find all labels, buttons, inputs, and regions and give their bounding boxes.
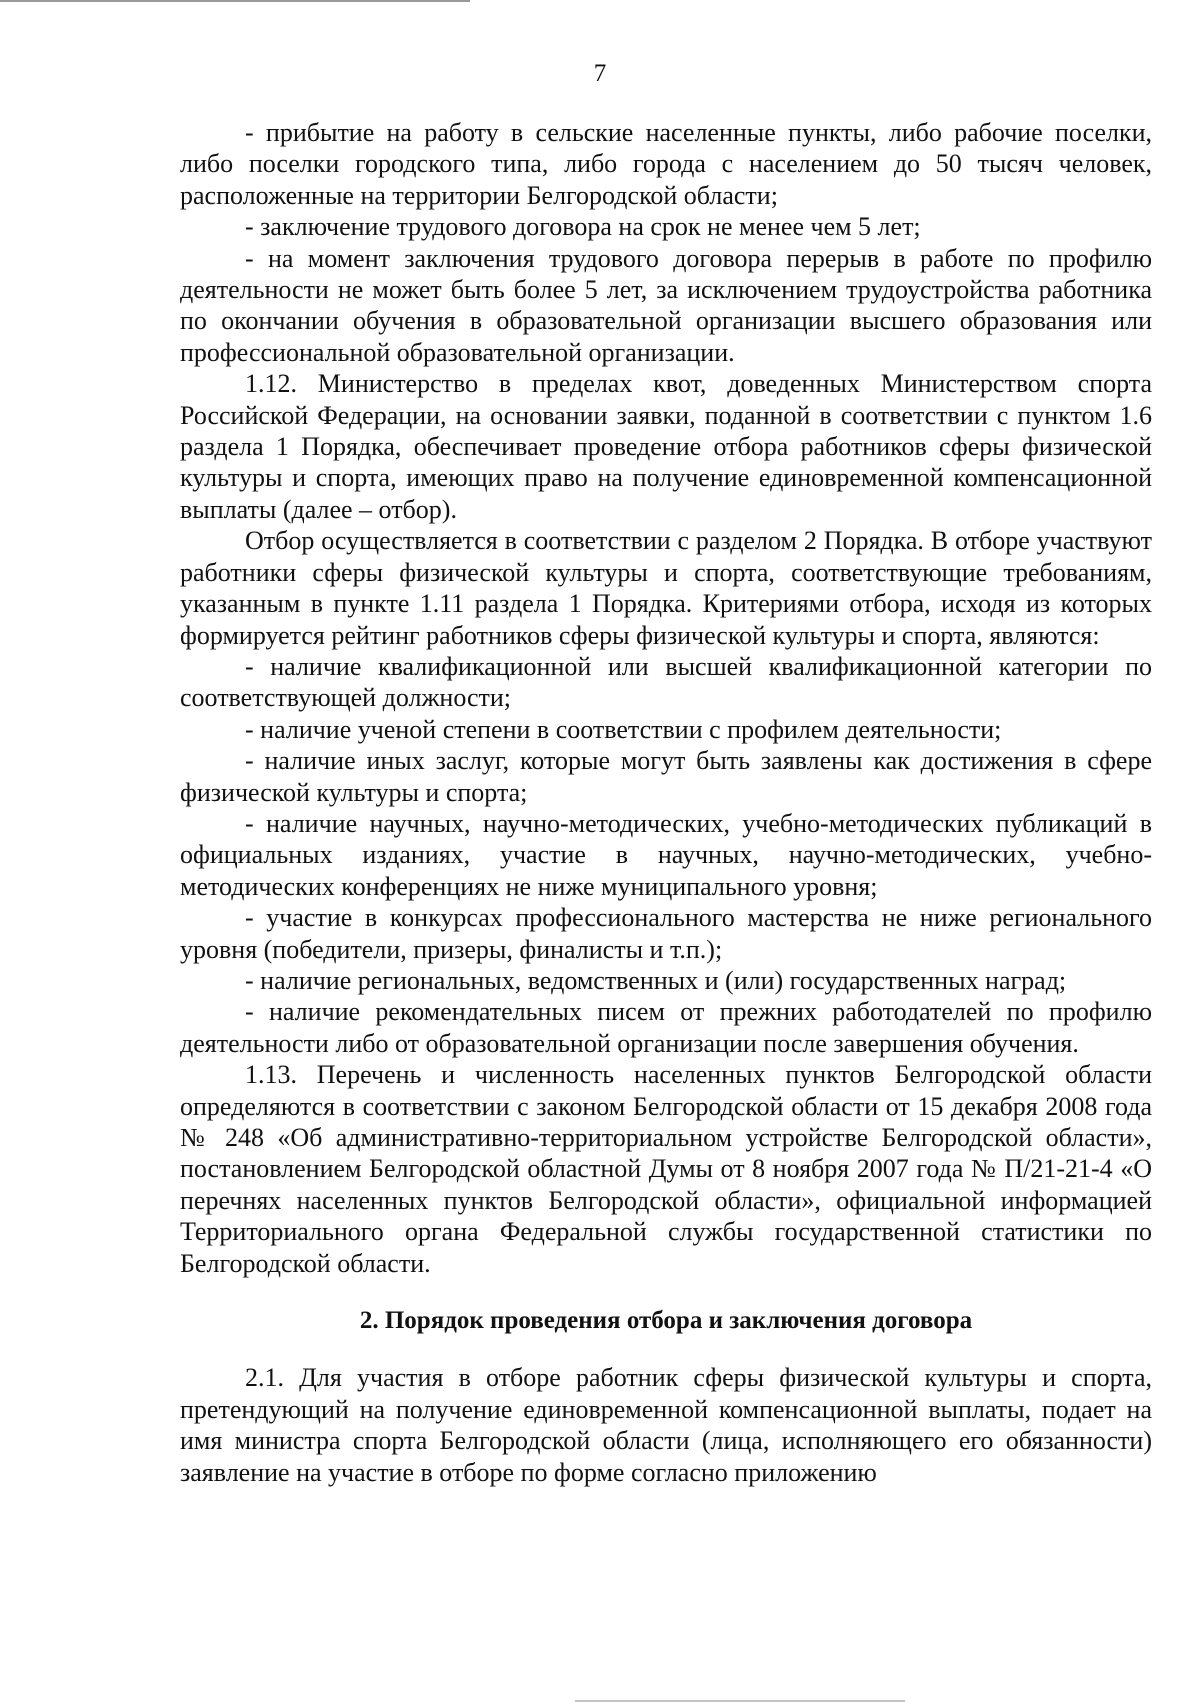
paragraph-criterion-contests: - участие в конкурсах профессионального мастерства не ниже регионального уровня (победители, призеры, финалисты и т.п.); [180, 903, 1152, 964]
section-2-heading: 2. Порядок проведения отбора и заключения договора [359, 1307, 973, 1335]
scan-edge-line [0, 0, 470, 2]
paragraph-1-12: 1.12. Министерство в пределах квот, доведенных Министерством спорта Российской Федерации, на основании заявки, поданной в соответствии с пунктом 1.6 раздела 1 Порядка, обеспечивает проведение отбора работников сферы физической культуры и спорта, имеющих право на получение единовременной компенсационной выплаты (далее – отбор). [180, 369, 1152, 524]
scan-edge-line-bottom [575, 1700, 905, 1702]
paragraph-requirement-contract: - заключение трудового договора на срок не менее чем 5 лет; [245, 212, 921, 242]
paragraph-1-13: 1.13. Перечень и численность населенных пунктов Белгородской области определяются в соответствии с законом Белгородской области от 15 декабря 2008 года № 248 «Об административно-территориальном устройстве Белгородской области», постановлением Белгородской областной Думы от 8 ноября 2007 года № П/21-21-4 «О перечнях населенных пунктов Белгородской области», официальной информацией Территориального органа Федеральной службы государственной статистики по Белгородской области. [180, 1060, 1152, 1278]
paragraph-criterion-degree: - наличие ученой степени в соответствии с профилем деятельности; [245, 714, 1002, 744]
paragraph-criterion-category: - наличие квалификационной или высшей квалификационной категории по соответствующей должности; [180, 651, 1152, 713]
paragraph-criterion-merits: - наличие иных заслуг, которые могут быть заявлены как достижения в сфере физической культуры и спорта; [180, 746, 1152, 807]
paragraph-requirement-arrival: - прибытие на работу в сельские населенные пункты, либо рабочие поселки, либо поселки городского типа, либо города с населением до 50 тысяч человек, расположенные на территории Белгородской области; [180, 118, 1152, 210]
paragraph-selection-criteria: Отбор осуществляется в соответствии с разделом 2 Порядка. В отборе участвуют работники сферы физической культуры и спорта, соответствующие требованиям, указанным в пункте 1.11 раздела 1 Порядка. Критериями отбора, исходя из которых формируется рейтинг работников сферы физической культуры и спорта, являются: [180, 526, 1152, 650]
paragraph-2-1: 2.1. Для участия в отборе работник сферы физической культуры и спорта, претендующий на получение единовременной компенсационной выплаты, подает на имя министра спорта Белгородской области (лица, исполняющего его обязанности) заявление на участие в отборе по форме согласно приложению [180, 1363, 1152, 1487]
paragraph-criterion-letters: - наличие рекомендательных писем от прежних работодателей по профилю деятельности либо от образовательной организации после завершения обучения. [180, 997, 1152, 1058]
page-number: 7 [593, 60, 607, 87]
paragraph-criterion-awards: - наличие региональных, ведомственных и (или) государственных наград; [245, 965, 1067, 995]
paragraph-requirement-break: - на момент заключения трудового договора перерыв в работе по профилю деятельности не может быть более 5 лет, за исключением трудоустройства работника по окончании обучения в образовательной организации высшего образования или профессиональной образовательной организации. [180, 243, 1152, 367]
paragraph-criterion-publications: - наличие научных, научно-методических, учебно-методических публикаций в официальных изданиях, участие в научных, научно-методических, учебно-методических конференциях не ниже муниципального уровня; [180, 808, 1152, 901]
document-body [180, 117, 1152, 1488]
